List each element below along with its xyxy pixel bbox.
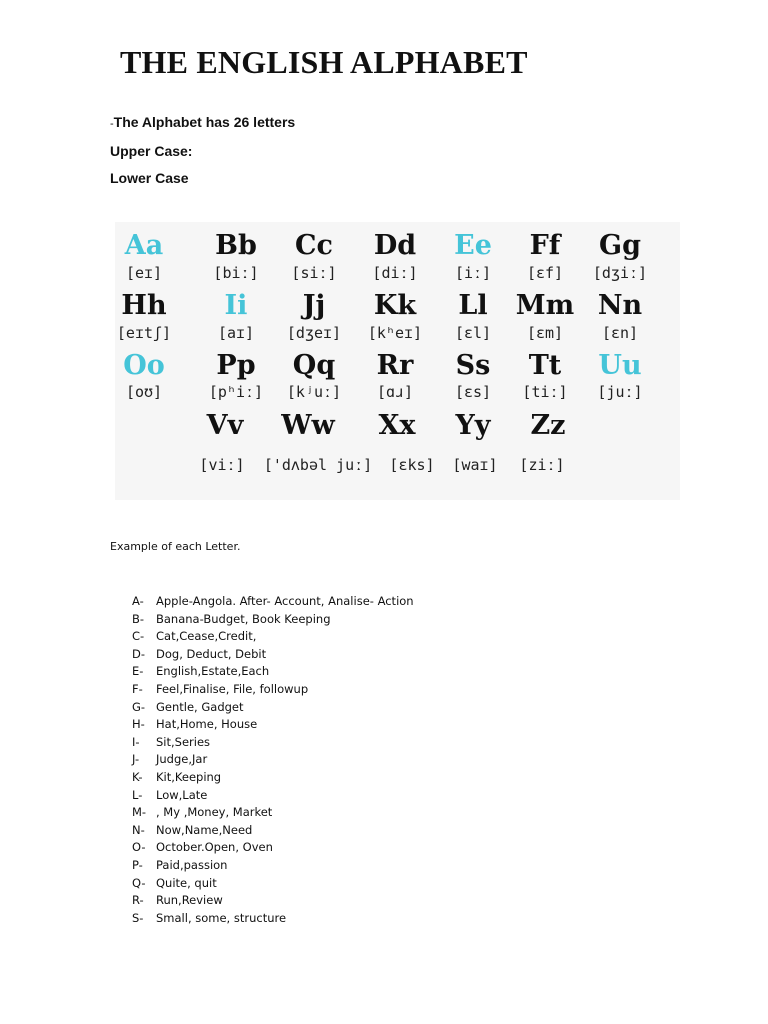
alphabet-pronunciation: ['dʌbəl juː] xyxy=(263,456,373,474)
alphabet-pronunciation: [ɑɹ] xyxy=(376,383,414,401)
list-item xyxy=(132,699,414,717)
alphabet-letter: Mm xyxy=(515,290,575,321)
list-item-text: Apple-Angola. After- Account, Analise- Action xyxy=(156,594,414,608)
list-item-text: Small, some, structure xyxy=(156,910,287,925)
list-marker: C- xyxy=(132,629,145,644)
list-item-text: Cat,Cease,Credit, xyxy=(156,629,257,644)
list-item xyxy=(132,892,414,910)
list-marker: R- xyxy=(132,893,144,908)
list-item-text: Quite, quit xyxy=(156,875,217,890)
alphabet-letter: Ii xyxy=(224,290,248,321)
alphabet-pronunciation: [ɛs] xyxy=(454,383,492,401)
lower-case-label: Lower Case xyxy=(110,170,189,186)
alphabet-letter: Ww xyxy=(281,410,335,441)
list-marker: H- xyxy=(132,717,145,732)
alphabet-letter: Cc xyxy=(295,230,333,261)
list-item-text: Dog, Deduct, Debit xyxy=(156,646,267,661)
alphabet-pronunciation: [viː] xyxy=(199,456,245,474)
list-item-text: English,Estate,Each xyxy=(156,664,270,679)
alphabet-letter: Pp xyxy=(216,350,256,381)
list-marker: M- xyxy=(132,805,147,820)
alphabet-pronunciation: [oʊ] xyxy=(125,383,163,401)
alphabet-letter: Ll xyxy=(458,290,488,321)
list-item xyxy=(132,646,414,664)
alphabet-letter: Nn xyxy=(597,290,643,321)
list-item-text: Sit,Series xyxy=(156,734,211,749)
list-item xyxy=(132,875,414,893)
alphabet-letter: Ee xyxy=(454,230,492,261)
list-item-text: Gentle, Gadget xyxy=(156,699,244,714)
alphabet-pronunciation: [iː] xyxy=(454,264,492,282)
upper-case-label: Upper Case: xyxy=(110,143,193,159)
list-item xyxy=(132,822,414,840)
list-marker: B- xyxy=(132,611,145,626)
page-title: THE ENGLISH ALPHABET xyxy=(120,44,528,80)
list-item-text: Hat,Home, House xyxy=(156,717,258,732)
alphabet-letter: Jj xyxy=(302,290,326,321)
list-item xyxy=(132,628,414,646)
list-marker: Q- xyxy=(132,875,146,890)
alphabet-letter: Hh xyxy=(121,290,167,321)
list-item-text: Paid,passion xyxy=(156,857,228,872)
alphabet-letter: Gg xyxy=(599,230,641,261)
alphabet-letter: Ss xyxy=(455,350,491,381)
list-item xyxy=(132,787,414,805)
list-marker: S- xyxy=(132,910,144,925)
alphabet-letter: Ff xyxy=(529,230,561,261)
list-item-text: Low,Late xyxy=(156,787,208,802)
alphabet-letter: Zz xyxy=(530,410,566,441)
list-item xyxy=(132,663,414,681)
list-item xyxy=(132,716,414,734)
list-marker: J- xyxy=(132,752,140,767)
alphabet-pronunciation: [juː] xyxy=(597,383,643,401)
list-item xyxy=(132,769,414,787)
alphabet-letter: Xx xyxy=(378,410,416,441)
alphabet-letter: Vv xyxy=(206,410,244,441)
examples-list xyxy=(132,593,414,927)
list-item-text: Run,Review xyxy=(156,893,223,908)
list-marker: F- xyxy=(132,681,143,696)
list-marker: L- xyxy=(132,787,143,802)
list-marker: D- xyxy=(132,646,146,661)
list-marker: K- xyxy=(132,769,143,784)
list-item-text: Feel,Finalise, File, followup xyxy=(156,681,309,696)
alphabet-letter: Dd xyxy=(373,230,417,261)
list-marker: N- xyxy=(132,822,145,837)
list-marker: O- xyxy=(132,840,146,855)
list-marker: A- xyxy=(132,594,144,608)
alphabet-pronunciation: [ɛl] xyxy=(454,324,492,342)
alphabet-letter: Uu xyxy=(598,350,642,381)
alphabet-pronunciation: [aɪ] xyxy=(217,324,255,342)
alphabet-pronunciation: [siː] xyxy=(291,264,337,282)
alphabet-letter: Yy xyxy=(455,410,491,441)
alphabet-chart xyxy=(115,222,680,500)
alphabet-letter: Aa xyxy=(124,230,164,261)
alphabet-pronunciation: [ziː] xyxy=(519,456,565,474)
list-marker: I- xyxy=(132,734,140,749)
alphabet-pronunciation: [kʰeɪ] xyxy=(367,324,423,342)
list-item xyxy=(132,910,414,928)
list-item xyxy=(132,839,414,857)
alphabet-letter: Tt xyxy=(528,350,562,381)
list-item xyxy=(132,857,414,875)
list-item-text: Banana-Budget, Book Keeping xyxy=(156,611,331,626)
list-item-text: , My ,Money, Market xyxy=(156,805,273,820)
alphabet-pronunciation: [pʰiː] xyxy=(208,383,264,401)
alphabet-letter: Bb xyxy=(215,230,257,261)
alphabet-pronunciation: [ɛks] xyxy=(389,456,435,474)
alphabet-letter: Kk xyxy=(373,290,417,321)
list-item-text: Kit,Keeping xyxy=(156,769,222,784)
example-heading: Example of each Letter. xyxy=(110,540,241,553)
list-item xyxy=(132,681,414,699)
alphabet-pronunciation: [kʲuː] xyxy=(286,383,342,401)
alphabet-pronunciation: [eɪ] xyxy=(125,264,163,282)
list-marker: P- xyxy=(132,857,143,872)
list-item-text: Judge,Jar xyxy=(156,752,208,767)
list-item xyxy=(132,804,414,822)
intro-dash: - xyxy=(110,118,114,130)
alphabet-pronunciation: [ɛn] xyxy=(601,324,639,342)
alphabet-pronunciation: [biː] xyxy=(213,264,259,282)
list-item-text: October.Open, Oven xyxy=(156,840,273,855)
alphabet-pronunciation: [waɪ] xyxy=(452,456,498,474)
alphabet-pronunciation: [diː] xyxy=(372,264,418,282)
list-item xyxy=(132,611,414,629)
alphabet-pronunciation: [dʒiː] xyxy=(592,264,648,282)
alphabet-letter: Qq xyxy=(292,350,336,381)
list-item-text: Now,Name,Need xyxy=(156,822,253,837)
alphabet-pronunciation: [eɪtʃ] xyxy=(116,324,172,342)
list-item xyxy=(132,751,414,769)
intro-line xyxy=(110,114,295,130)
alphabet-pronunciation: [ɛf] xyxy=(526,264,564,282)
alphabet-letter: Oo xyxy=(123,350,165,381)
list-marker: E- xyxy=(132,664,144,679)
list-item xyxy=(132,734,414,752)
list-item xyxy=(132,593,414,611)
alphabet-letter: Rr xyxy=(376,350,414,381)
alphabet-pronunciation: [tiː] xyxy=(522,383,568,401)
intro-text: The Alphabet has 26 letters xyxy=(113,114,296,130)
list-marker: G- xyxy=(132,699,146,714)
alphabet-pronunciation: [dʒeɪ] xyxy=(286,324,342,342)
alphabet-pronunciation: [ɛm] xyxy=(526,324,564,342)
